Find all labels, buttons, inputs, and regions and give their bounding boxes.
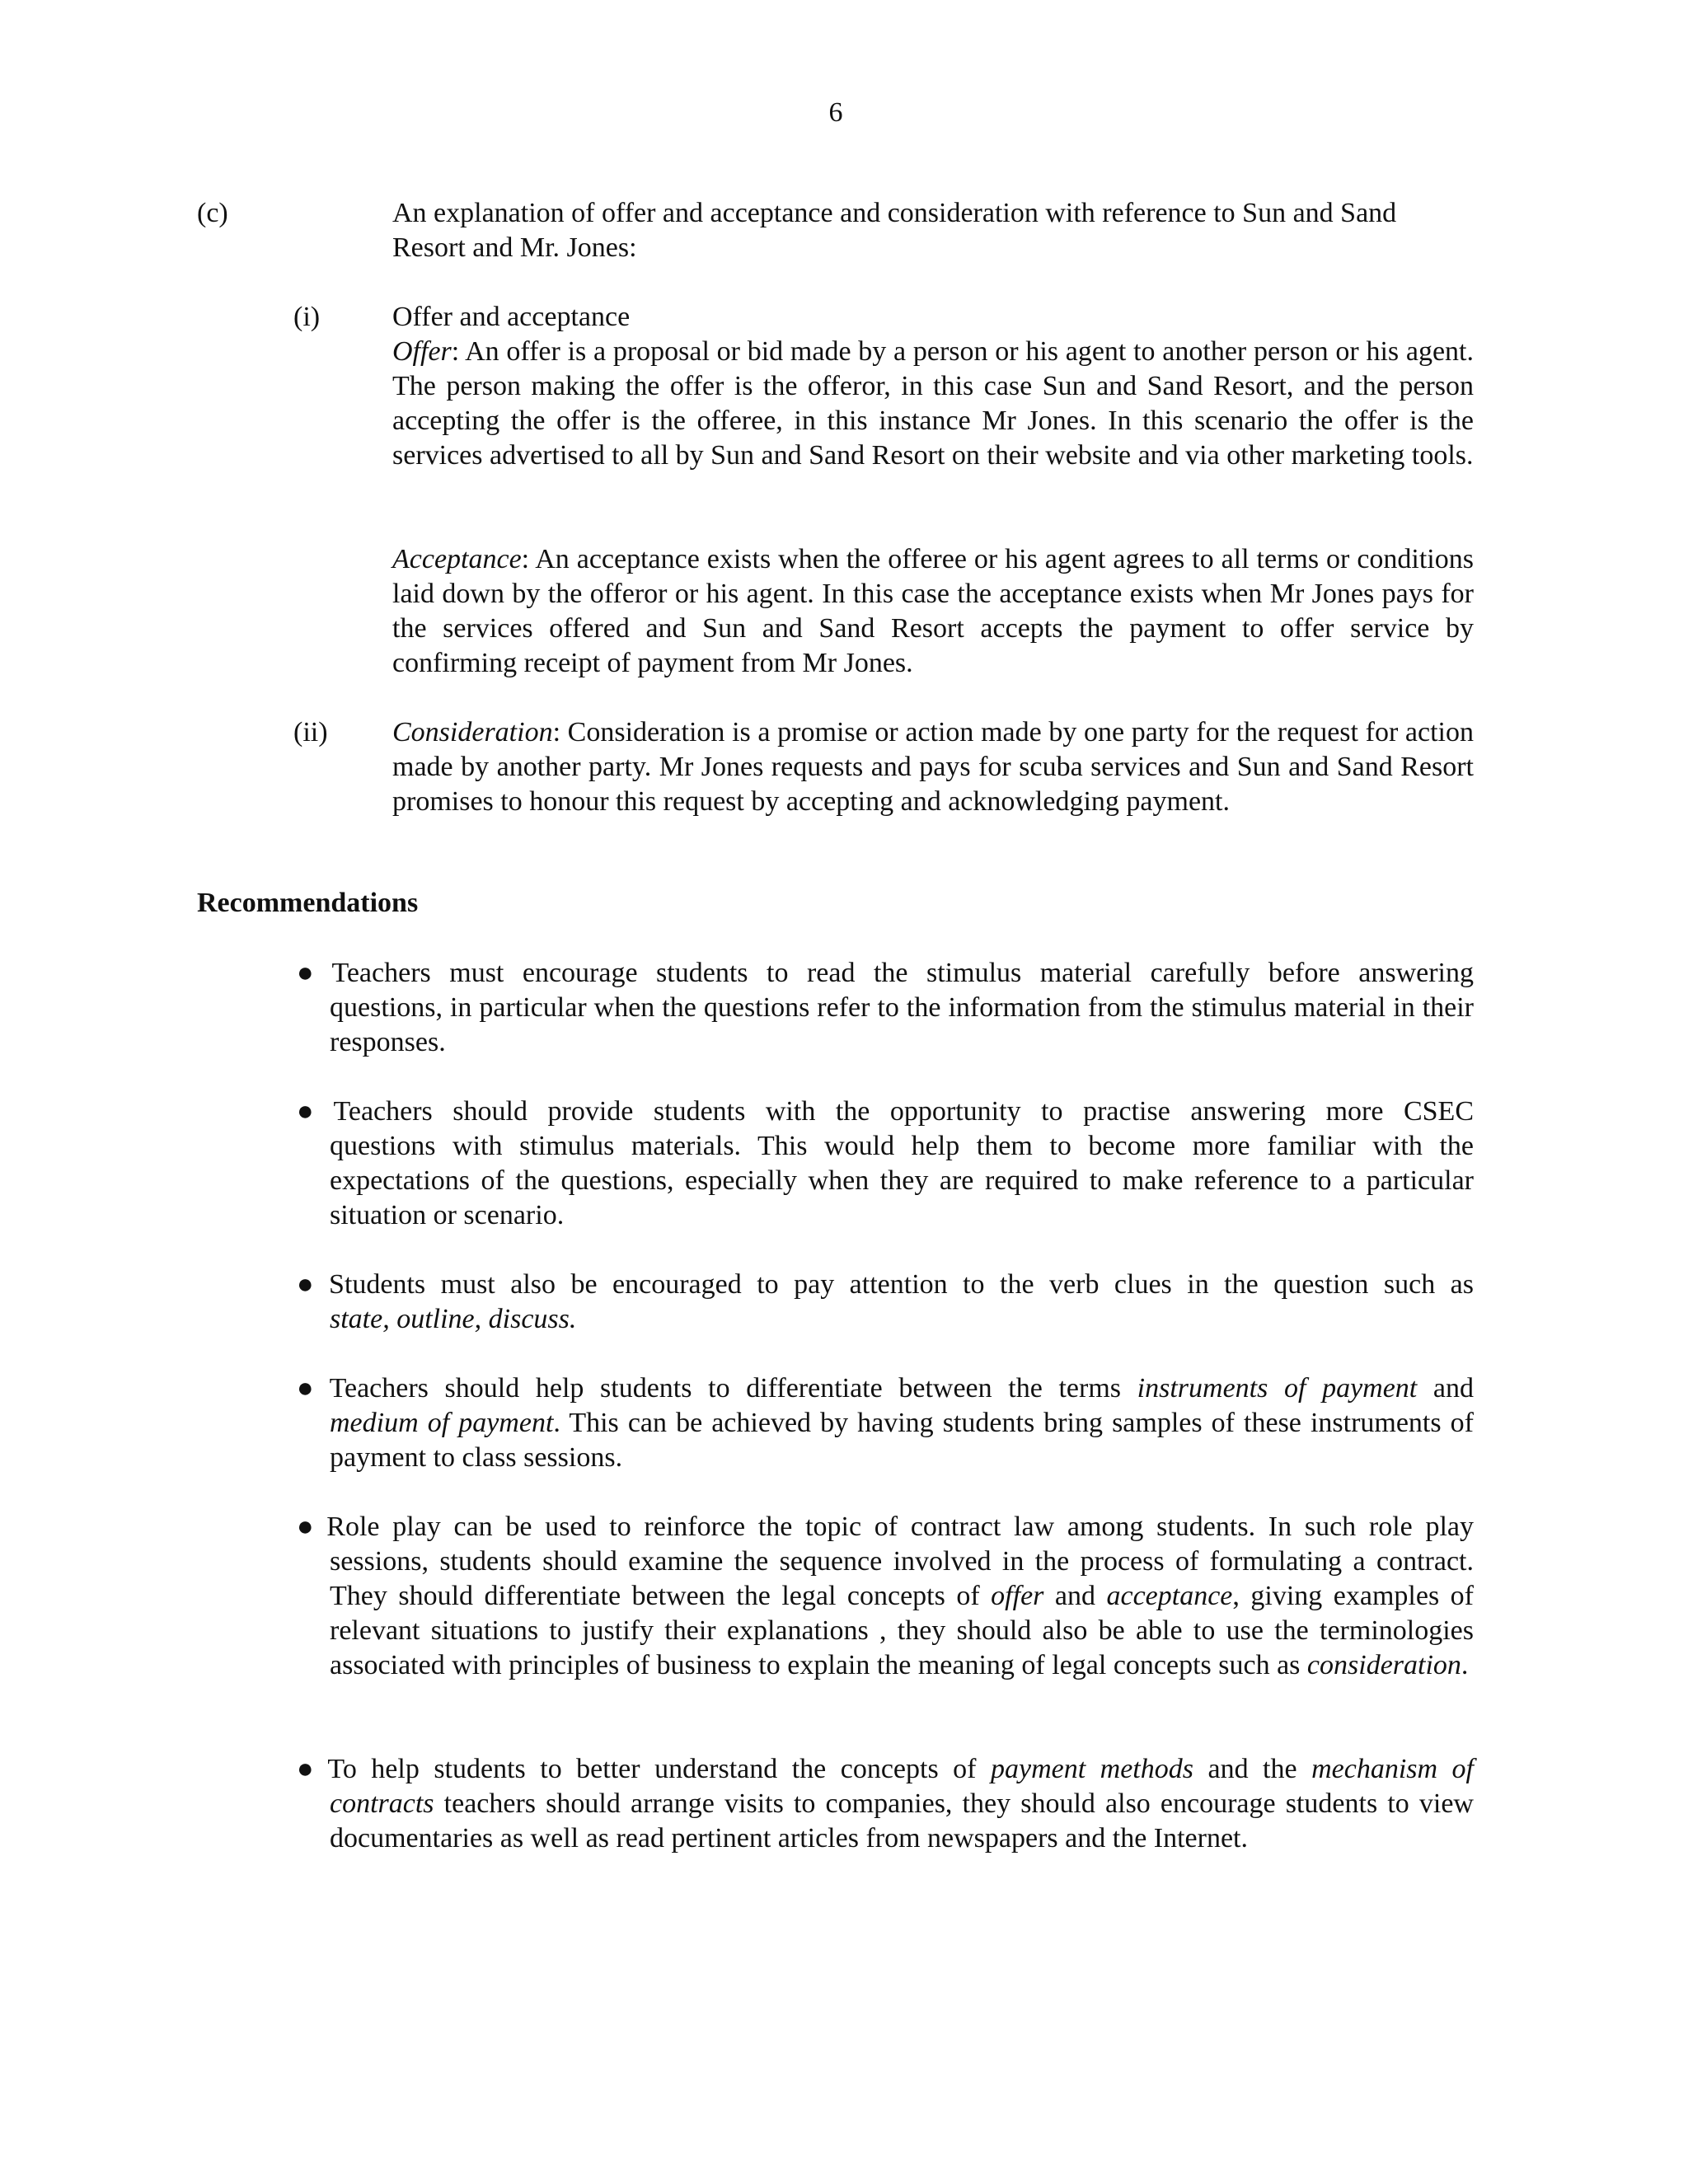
acceptance-block	[392, 542, 1474, 681]
offer-paragraph	[392, 335, 1474, 473]
recommendations-heading: Recommendations	[197, 888, 419, 918]
recommendation-5-first-line: ● Role play can be used to reinforce the topic of contract law among students. In such role play	[297, 1510, 1474, 1544]
recommendation-3-rest: state, outline, discuss.	[330, 1304, 577, 1334]
section-c-intro	[392, 196, 1474, 265]
section-c-intro-line2: Resort and Mr. Jones:	[392, 232, 637, 263]
recommendation-item-6	[297, 1752, 1474, 1856]
bullet-icon: ●	[297, 1269, 314, 1300]
recommendation-4-rest: medium of payment. This can be achieved by having students bring samples of these instruments of payment to class sessions.	[330, 1408, 1474, 1473]
recommendation-1-rest: questions, in particular when the questions refer to the information from the stimulus material in their responses.	[330, 992, 1474, 1057]
recommendation-4-first-line: ● Teachers should help students to differentiate between the terms instruments of payment and	[297, 1371, 1474, 1406]
offer-term: Offer	[392, 336, 452, 367]
recommendation-1-first-line: ● Teachers must encourage students to read the stimulus material carefully before answering	[297, 956, 1474, 991]
acceptance-paragraph	[392, 542, 1474, 681]
acceptance-term: Acceptance	[392, 544, 522, 574]
recommendation-2-first-line: ● Teachers should provide students with the opportunity to practise answering more CSEC	[297, 1094, 1474, 1129]
bullet-icon: ●	[297, 1754, 314, 1784]
offer-text: : An offer is a proposal or bid made by a person or his agent to another person or his agent. The person making the offer is the offeror, in this case Sun and Sand Resort, and the person accepting the offer is the offeree, in this instance Mr Jones. In this scenario the offer is the services advertised to all by Sun and Sand Resort on their website and via other marketing tools.	[392, 336, 1474, 471]
consideration-text: : Consideration is a promise or action made by one party for the request for action made by another party. Mr Jones requests and pays for scuba services and Sun and Sand Resort promises to honour this request by accepting and acknowledging payment.	[392, 717, 1474, 817]
bullet-icon: ●	[297, 1373, 314, 1404]
section-c-intro-line1: An explanation of offer and acceptance and consideration with reference to Sun and Sand	[392, 198, 1397, 228]
recommendation-item-4	[297, 1371, 1474, 1475]
consideration-term: Consideration	[392, 717, 553, 748]
recommendation-item-2	[297, 1094, 1474, 1233]
part-i-content	[392, 300, 1474, 473]
section-c-label: (c)	[197, 198, 228, 228]
recommendation-5-rest: sessions, students should examine the sequence involved in the process of formulating a contract. They should differentiate between the legal concepts of offer and acceptance, giving examples of relevant situations to justify their explanations , they should also be able to use the terminologies associated with principles of business to explain the meaning of legal concepts such as consideration.	[330, 1546, 1474, 1680]
part-i-label: (i)	[293, 302, 321, 332]
part-ii-label: (ii)	[293, 717, 328, 748]
bullet-icon: ●	[297, 1511, 314, 1542]
bullet-icon: ●	[297, 1096, 314, 1127]
consideration-paragraph	[392, 715, 1474, 819]
recommendation-item-3	[297, 1268, 1474, 1337]
recommendation-item-1	[297, 956, 1474, 1060]
page-number: 6	[828, 97, 843, 128]
part-ii-content	[392, 715, 1474, 819]
recommendation-6-rest: contracts teachers should arrange visits to companies, they should also encourage students to view documentaries as well as read pertinent articles from newspapers and the Internet.	[330, 1788, 1474, 1854]
acceptance-text: : An acceptance exists when the offeree or his agent agrees to all terms or conditions laid down by the offeror or his agent. In this case the acceptance exists when Mr Jones pays for the services offered and Sun and Sand Resort accepts the payment to offer service by confirming receipt of payment from Mr Jones.	[392, 544, 1474, 678]
recommendation-item-5	[297, 1510, 1474, 1683]
recommendation-2-rest: questions with stimulus materials. This would help them to become more familiar with the expectations of the questions, especially when they are required to make reference to a particular situation or scenario.	[330, 1131, 1474, 1230]
part-i-title: Offer and acceptance	[392, 302, 631, 332]
recommendation-3-first-line: ● Students must also be encouraged to pay attention to the verb clues in the question such as	[297, 1268, 1474, 1302]
bullet-icon: ●	[297, 958, 314, 988]
recommendation-6-first-line: ● To help students to better understand the concepts of payment methods and the mechanism of	[297, 1752, 1474, 1787]
